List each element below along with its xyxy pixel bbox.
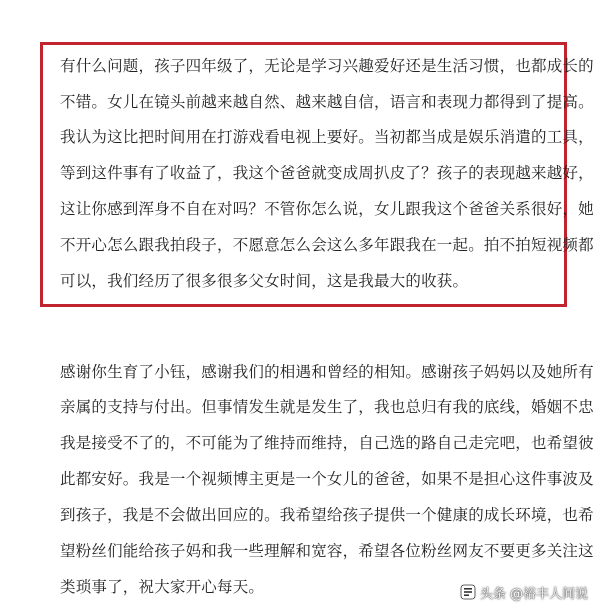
text-line: 我认为这比把时间用在打游戏看电视上要好。当初都当成是娱乐消遣的工具，: [60, 128, 594, 146]
text-line: 此都安好。我是一个视频博主更是一个女儿的爸爸，如果不是担心这件事波及: [60, 470, 594, 488]
toutiao-logo-icon: [460, 584, 476, 600]
watermark: [460, 581, 588, 603]
text-line: 到孩子，我是不会做出回应的。我希望给孩子提供一个健康的成长环境，也希: [60, 506, 594, 524]
text-line: 感谢你生育了小钰，感谢我们的相遇和曾经的相知。感谢孩子妈妈以及她所有: [60, 363, 594, 381]
text-line: 可以，我们经历了很多很多父女时间，这是我最大的收获。: [60, 272, 469, 290]
text-line: 等到这件事有了收益了，我这个爸爸就变成周扒皮了？孩子的表现越来越好，: [60, 164, 594, 182]
text-line: 类琐事了，祝大家开心每天。: [60, 578, 265, 596]
text-line: 我是接受不了的，不可能为了维持而维持，自己选的路自己走完吧，也希望彼: [60, 434, 594, 452]
text-line: 有什么问题，孩子四年级了，无论是学习兴趣爱好还是生活习惯，也都成长的: [60, 57, 594, 75]
text-line: 不开心怎么跟我拍段子，不愿意怎么会这么多年跟我在一起。拍不拍短视频都: [60, 236, 594, 254]
text-line: 不错。女儿在镜头前越来越自然、越来越自信，语言和表现力都得到了提高。: [60, 93, 594, 111]
text-line: 这让你感到浑身不自在对吗？不管你怎么说，女儿跟我这个爸爸关系很好，她: [60, 200, 594, 218]
watermark-text: 头条 @裕丰人间说: [479, 586, 588, 602]
text-line: 亲属的支持与付出。但事情发生就是发生了，我也总归有我的底线，婚姻不忠: [60, 398, 594, 416]
text-line: 望粉丝们能给孩子妈和我一些理解和宽容，希望各位粉丝网友不要更多关注这: [60, 542, 594, 560]
